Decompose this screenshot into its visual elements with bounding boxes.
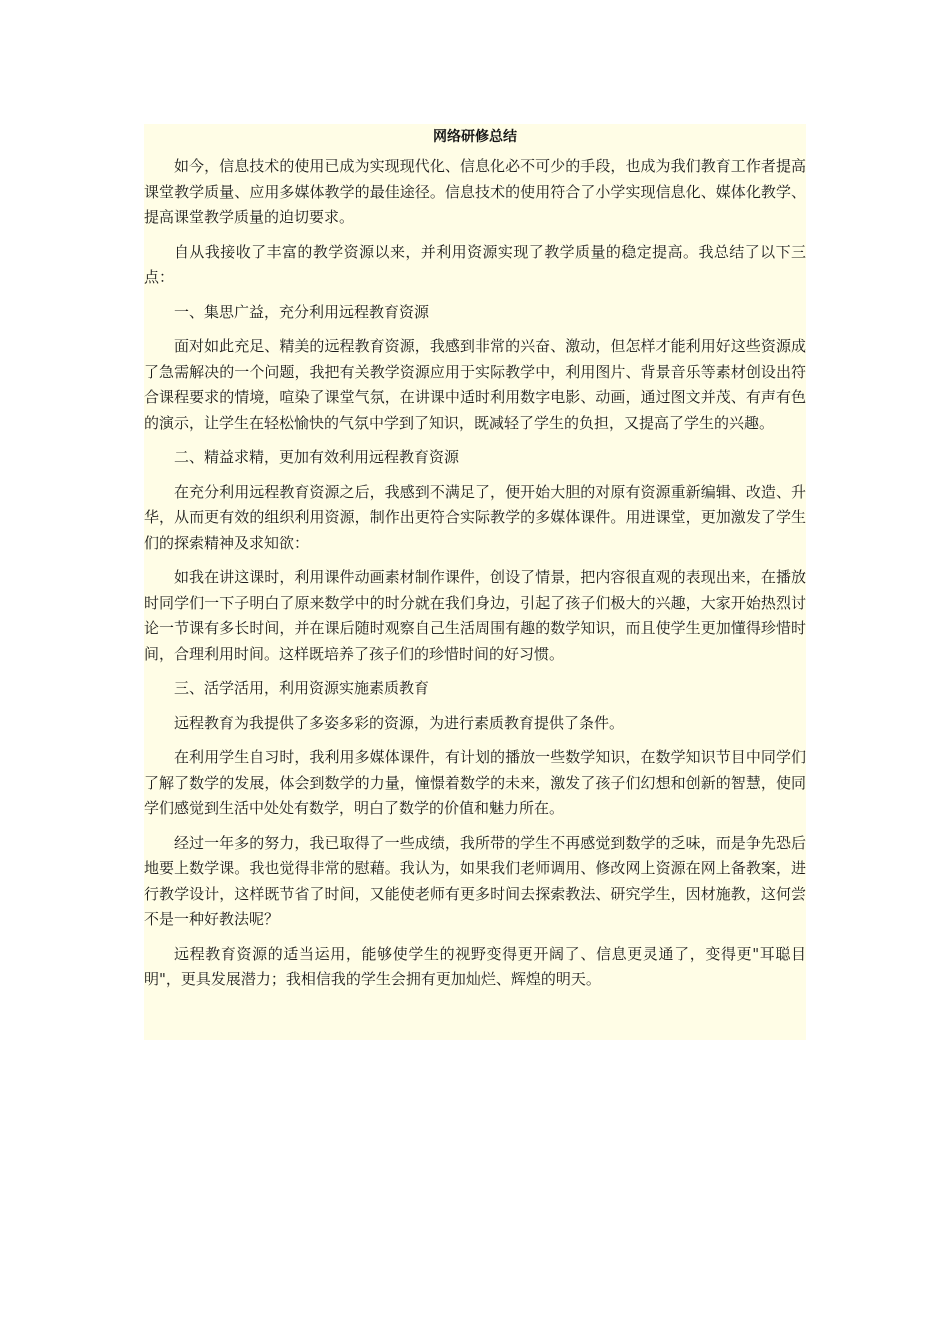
- section-heading-1: 一、集思广益，充分利用远程教育资源: [174, 302, 430, 321]
- paragraph-section-3b: 在利用学生自习时，我利用多媒体课件，有计划的播放一些数学知识，在数学知识节目中同学们了解了数学的发展，体会到数学的力量，憧憬着数学的未来，激发了孩子们幻想和创新的智慧，使同学们感觉到生活中处处有数学，明白了数学的价值和魅力所在。: [144, 748, 806, 817]
- paragraph-section-1: 面对如此充足、精美的远程教育资源，我感到非常的兴奋、激动，但怎样才能利用好这些资源成了急需解决的一个问题，我把有关教学资源应用于实际教学中，利用图片、背景音乐等素材创设出符合课程要求的情境，喧染了课堂气氛，在讲课中适时利用数字电影、动画，通过图文并茂、有声有色的演示，让学生在轻松愉快的气氛中学到了知识，既减轻了学生的负担，又提高了学生的兴趣。: [144, 337, 806, 432]
- article-body: [144, 124, 806, 1040]
- paragraph-results: 经过一年多的努力，我已取得了一些成绩，我所带的学生不再感觉到数学的乏味，而是争先恐后地要上数学课。我也觉得非常的慰藉。我认为，如果我们老师调用、修改网上资源在网上备教案，进行教学设计，这样既节省了时间，又能使老师有更多时间去探索教法、研究学生，因材施教，这何尝不是一种好教法呢？: [144, 833, 806, 928]
- document-title: 网络研修总结: [433, 129, 517, 145]
- paragraph-section-2b: 如我在讲这课时，利用课件动画素材制作课件，创设了情景，把内容很直观的表现出来，在播放时同学们一下子明白了原来数学中的时分就在我们身边，引起了孩子们极大的兴趣，大家开始热烈讨论一节课有多长时间，并在课后随时观察自己生活周围有趣的数学知识，而且使学生更加懂得珍惜时间，合理利用时间。这样既培养了孩子们的珍惜时间的好习惯。: [144, 568, 806, 663]
- section-heading-2: 二、精益求精，更加有效利用远程教育资源: [174, 448, 460, 466]
- paragraph-intro: 如今，信息技术的使用已成为实现现代化、信息化必不可少的手段，也成为我们教育工作者提高课堂教学质量、应用多媒体教学的最佳途径。信息技术的使用符合了小学实现信息化、媒体化教学、提高课堂教学质量的迫切要求。: [144, 157, 806, 226]
- section-heading-3: 三、活学活用，利用资源实施素质教育: [174, 679, 430, 697]
- paragraph-section-2a: 在充分利用远程教育资源之后，我感到不满足了，便开始大胆的对原有资源重新编辑、改造、升华，从而更有效的组织利用资源，制作出更符合实际教学的多媒体课件。用进课堂，更加激发了学生们的探索精神及求知欲：: [144, 482, 806, 552]
- paragraph-conclusion: 远程教育资源的适当运用，能够使学生的视野变得更开阔了、信息更灵通了，变得更"耳聪目明"，更具发展潜力；我相信我的学生会拥有更加灿烂、辉煌的明天。: [144, 944, 806, 988]
- paragraph-summary: 自从我接收了丰富的教学资源以来，并利用资源实现了教学质量的稳定提高。我总结了以下三点：: [144, 242, 806, 286]
- paragraph-section-3a: 远程教育为我提供了多姿多彩的资源，为进行素质教育提供了条件。: [174, 713, 625, 732]
